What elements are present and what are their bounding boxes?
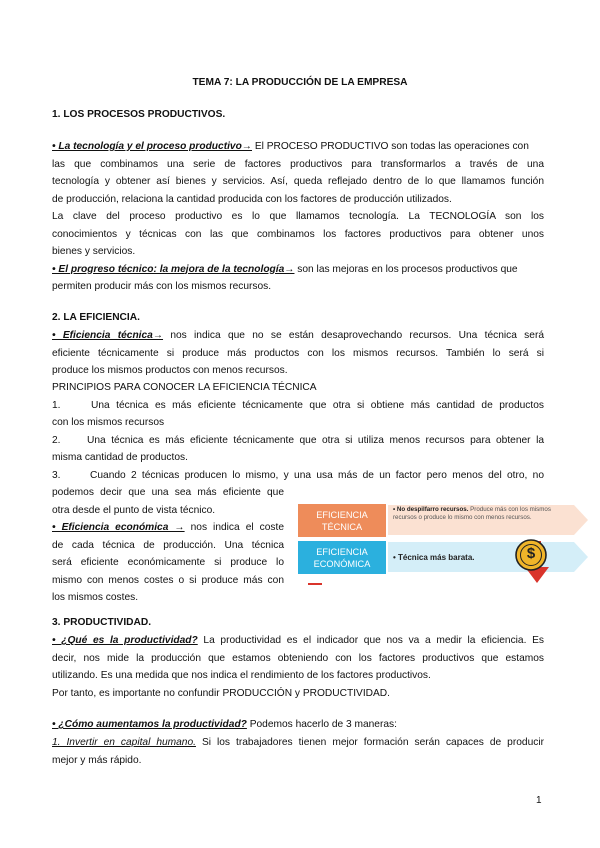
efficiency-diagram <box>298 503 590 593</box>
s1-paragraph-1-line-4: de producción, relaciona la cantidad producida con los factores de producción utilizados. <box>52 193 452 205</box>
s1-paragraph-3-line-1: • El progreso técnico: la mejora de la tecnología→ son las mejoras en los procesos productivos que <box>52 263 518 275</box>
s1-term-progreso: • El progreso técnico: la mejora de la tecnología→ <box>52 263 295 275</box>
s3-term-capital-humano: 1. Invertir en capital humano. <box>52 737 196 748</box>
s3-paragraph-1-line-2: decir, nos mide la producción que estamos obteniendo con los factores productivos que estamos <box>52 652 544 664</box>
s1-paragraph-3-line-2: permiten producir más con los mismos recursos. <box>52 281 272 292</box>
section-2-heading: 2. LA EFICIENCIA. <box>52 312 140 323</box>
s3-term-que-es: • ¿Qué es la productividad? <box>52 635 198 646</box>
principle-3-number: 3. <box>52 469 61 481</box>
arrow-economica-text: • Técnica más barata. <box>393 553 475 562</box>
principle-3-line-2: podemos decir que una sea más eficiente que <box>52 487 284 498</box>
s2-paragraph-2-line-2: de cada técnica de producción. Una técnica <box>52 539 284 551</box>
s3-paragraph-1-line-1: • ¿Qué es la productividad? La productividad es el indicador que nos va a medir la eficiencia. Es <box>52 635 544 646</box>
page-title: TEMA 7: LA PRODUCCIÓN DE LA EMPRESA <box>192 77 408 88</box>
s3-paragraph-2: Por tanto, es importante no confundir PRODUCCIÓN y PRODUCTIVIDAD. <box>52 687 390 699</box>
s2-paragraph-1-line-2: eficiente técnicamente si produce más productos con los mismos recursos. También lo será si <box>52 347 544 359</box>
principle-2-line-2: misma cantidad de productos. <box>52 452 188 463</box>
s3-term-como-aumentamos: • ¿Cómo aumentamos la productividad? <box>52 719 247 730</box>
s1-paragraph-1-line-2: las que combinamos una serie de factores productivos para transformarlos a través de una <box>52 158 544 170</box>
principle-1-line-2: con los mismos recursos <box>52 417 165 428</box>
s3-paragraph-1-line-3: utilizando. Es una medida que nos indica el rendimiento de los factores productivos. <box>52 670 431 681</box>
s2-paragraph-1-line-1: • Eficiencia técnica→ nos indica que no se están desaprovechando recursos. Una técnica será <box>52 330 544 341</box>
s2-paragraph-2-line-5: los mismos costes. <box>52 592 139 603</box>
box-eficiencia-economica: EFICIENCIA ECONÓMICA <box>298 541 386 574</box>
principle-3-line-3: otra desde el punto de vista técnico. <box>52 504 216 516</box>
principle-2-line-1: Una técnica es más eficiente técnicamente que otra si utiliza menos recursos para obtener la <box>87 434 544 446</box>
s3-paragraph-4-line-1: 1. Invertir en capital humano. Si los trabajadores tienen mejor formación serán capaces de producir <box>52 737 544 748</box>
principle-3-line-1: Cuando 2 técnicas producen lo mismo, y una usa más de un factor pero menos del otro, no <box>90 469 544 481</box>
arrow-tecnica-text: • No despilfarro recursos. Produce más con los mismos recursos o produce lo mismo con menos recursos. <box>393 506 551 521</box>
section-3-heading: 3. PRODUCTIVIDAD. <box>52 617 152 628</box>
red-mark <box>308 583 322 585</box>
s2-paragraph-2-line-1: • Eficiencia económica → nos indica el coste <box>52 522 284 533</box>
s2-term-eficiencia-economica: • Eficiencia económica → <box>52 522 185 533</box>
principle-1-number: 1. <box>52 399 61 411</box>
s1-paragraph-2-line-1: La clave del proceso productivo es lo que llamamos tecnología. La TECNOLOGÍA son los <box>52 211 544 222</box>
s3-paragraph-4-line-2: mejor y más rápido. <box>52 754 142 766</box>
coin-symbol: $ <box>526 545 536 562</box>
s2-paragraph-1-line-3: produce los mismos productos con menos recursos. <box>52 365 288 376</box>
box-eficiencia-tecnica: EFICIENCIA TÉCNICA <box>298 504 386 537</box>
principles-heading: PRINCIPIOS PARA CONOCER LA EFICIENCIA TÉCNICA <box>52 382 317 393</box>
s1-paragraph-2-line-2: conocimientos y técnicas con las que combinamos los factores productivos para obtener unos <box>52 228 544 240</box>
s1-term-tecnologia: • La tecnología y el proceso productivo→ <box>52 141 252 152</box>
s1-paragraph-1-line-3: tecnología y obtener así bienes y servicios. Así, queda reflejado dentro de lo que llamamos función <box>52 176 544 187</box>
section-1-heading: 1. LOS PROCESOS PRODUCTIVOS. <box>52 109 226 120</box>
s2-term-eficiencia-tecnica: • Eficiencia técnica→ <box>52 330 164 341</box>
s3-paragraph-3: • ¿Cómo aumentamos la productividad? Podemos hacerlo de 3 maneras: <box>52 719 397 730</box>
s1-paragraph-1-line-1: • La tecnología y el proceso productivo→ El PROCESO PRODUCTIVO son todas las operaciones con <box>52 141 529 152</box>
page-number: 1 <box>536 795 542 806</box>
s1-paragraph-2-line-3: bienes y servicios. <box>52 246 136 257</box>
principle-1-line-1: Una técnica es más eficiente técnicamente que otra si obtiene más cantidad de productos <box>91 399 544 411</box>
s2-paragraph-2-line-4: mismo con menos costes o si produce más con <box>52 574 284 586</box>
s2-paragraph-2-line-3: será eficiente económicamente si produce lo <box>52 557 284 568</box>
principle-2-number: 2. <box>52 434 61 446</box>
